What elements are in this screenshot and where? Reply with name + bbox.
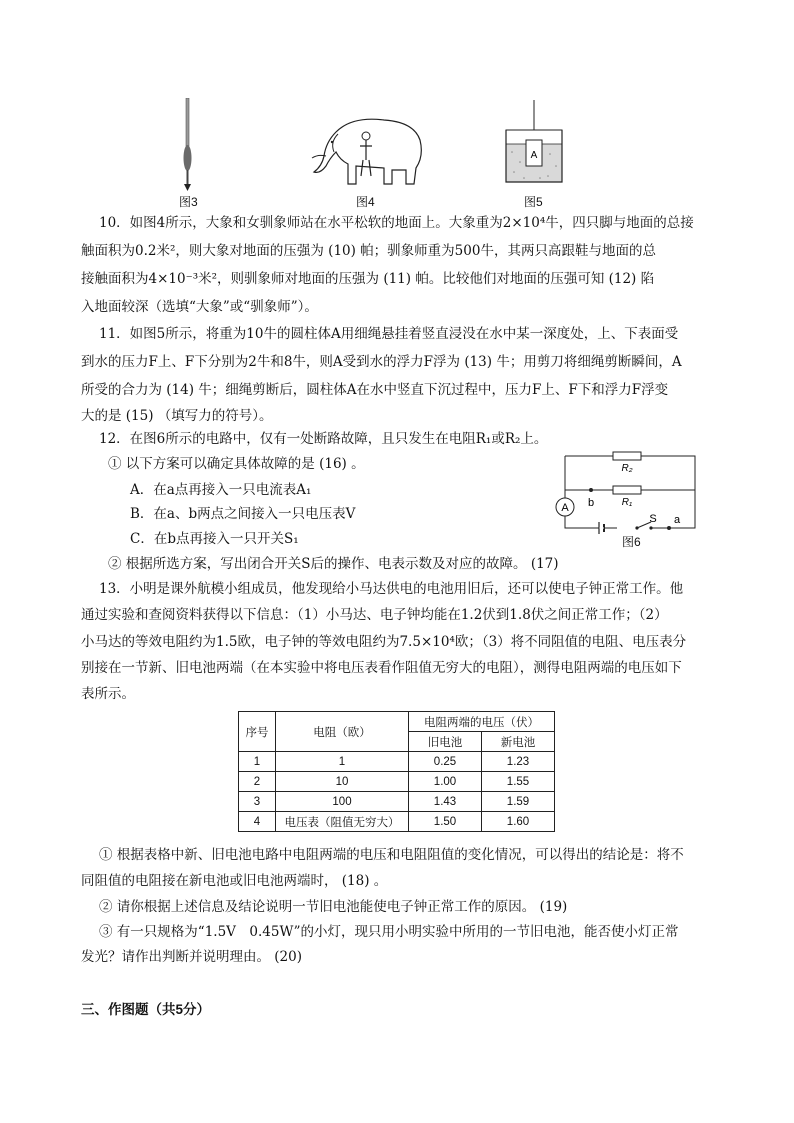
cell-res: 10 [276,772,409,792]
figure-5-caption: 图5 [524,195,543,209]
q13-line-5: 表所示。 [81,686,135,702]
r2-label: R₂ [621,463,633,474]
cell-new: 1.55 [482,772,555,792]
q11-line-1: 11．如图5所示，将重为10牛的圆柱体A用细绳悬挂着竖直浸没在水中某一深度处，上、下表面受 [99,326,679,342]
q13-sub-1b: 同阻值的电阻接在新电池或旧电池两端时， (18) 。 [81,873,388,889]
q11-line-2: 到水的压力F上、F下分别为2牛和8牛，则A受到水的浮力F浮为 (13) 牛；用剪刀将细绳剪断瞬间，A [81,354,682,370]
cell-old: 1.50 [409,812,482,832]
q13-line-3: 小马达的等效电阻约为1.5欧，电子钟的等效电阻约为7.5×10⁴欧；（3）将不同阻值的电阻、电压表分 [81,634,687,650]
figure-4-caption: 图4 [356,195,375,209]
q13-line-4: 别接在一节新、旧电池两端（在本实验中将电压表看作阻值无穷大的电阻），测得电阻两端的电压如下 [81,660,682,676]
q11-line-3: 所受的合力为 (14) 牛；细绳剪断后，圆柱体A在水中竖直下沉过程中，压力F上、F下和浮力F浮变 [81,382,669,398]
q12-option-b: B．在a、b两点之间接入一只电压表V [130,506,356,522]
ammeter-label: A [561,502,569,514]
cell-new: 1.23 [482,752,555,772]
cell-res: 100 [276,792,409,812]
header-no: 序号 [239,712,276,752]
q12-sub-2: ② 根据所选方案，写出闭合开关S后的操作、电表示数及对应的故障。 (17) [108,556,559,572]
q13-sub-3a: ③ 有一只规格为“1.5V 0.45W”的小灯，现只用小明实验中所用的一节旧电池，能否使小灯正常 [99,924,679,940]
cell-new: 1.59 [482,792,555,812]
header-old: 旧电池 [409,732,482,752]
figure-3-caption: 图3 [179,195,198,209]
block-a-label: A [530,150,538,161]
q13-line-2: 通过实验和查阅资料获得以下信息：（1）小马达、电子钟均能在1.2伏到1.8伏之间正常工作；（2） [81,607,668,623]
q10-line-4: 入地面较深（选填“大象”或“驯象师”）。 [81,299,318,315]
section-3-heading: 三、作图题（共5分） [81,1002,211,1017]
q12-option-c: C．在b点再接入一只开关S₁ [130,531,299,547]
cell-no: 4 [239,812,276,832]
figure-6-caption: 图6 [622,535,641,549]
cell-res: 1 [276,752,409,772]
q10-line-1: 10．如图4所示，大象和女驯象师站在水平松软的地面上。大象重为2×10⁴牛，四只脚与地面的总接 [99,215,694,231]
switch-s-label: S [649,513,657,525]
figure-5-beaker [500,100,568,188]
cell-res: 电压表（阻值无穷大） [276,812,409,832]
q13-sub-3b: 发光？请作出判断并说明理由。 (20) [81,949,303,965]
table-row [239,772,555,792]
cell-no: 3 [239,792,276,812]
point-a-label: a [673,514,681,526]
q12-sub-1: ① 以下方案可以确定具体故障的是 (16) 。 [108,456,365,472]
table-row [239,752,555,772]
cell-no: 1 [239,752,276,772]
q13-sub-1a: ① 根据表格中新、旧电池电路中电阻两端的电压和电阻阻值的变化情况，可以得出的结论是：将不 [99,847,684,863]
cell-no: 2 [239,772,276,792]
r1-label: R₁ [621,497,633,508]
table-row [239,812,555,832]
figure-3-hydrometer [176,98,200,194]
cell-old: 1.43 [409,792,482,812]
q13-line-1: 13．小明是课外航模小组成员，他发现给小马达供电的电池用旧后，还可以使电子钟正常工作。他 [99,581,684,597]
header-voltage: 电阻两端的电压（伏） [409,712,555,732]
q13-sub-2: ② 请你根据上述信息及结论说明一节旧电池能使电子钟正常工作的原因。 (19) [99,899,568,915]
figure-6-circuit [547,450,702,536]
cell-old: 0.25 [409,752,482,772]
header-resistance: 电阻（欧） [276,712,409,752]
point-b-label: b [587,497,595,509]
q10-line-3: 接触面积为4×10⁻³米²，则驯象师对地面的压强为 (11) 帕。比较他们对地面的压强可知 (12) 陷 [81,271,655,287]
cell-old: 1.00 [409,772,482,792]
figure-4-elephant [296,112,428,188]
cell-new: 1.60 [482,812,555,832]
q11-line-4: 大的是 (15) （填写力的符号）。 [81,408,273,424]
header-new: 新电池 [482,732,555,752]
table-row [239,792,555,812]
q10-line-2: 触面积为0.2米²，则大象对地面的压强为 (10) 帕；驯象师重为500牛，其两只高跟鞋与地面的总 [81,243,656,259]
voltage-table [238,711,555,832]
q12-stem: 12．在图6所示的电路中，仅有一处断路故障，且只发生在电阻R₁或R₂上。 [99,431,548,447]
q12-option-a: A．在a点再接入一只电流表A₁ [130,482,312,498]
